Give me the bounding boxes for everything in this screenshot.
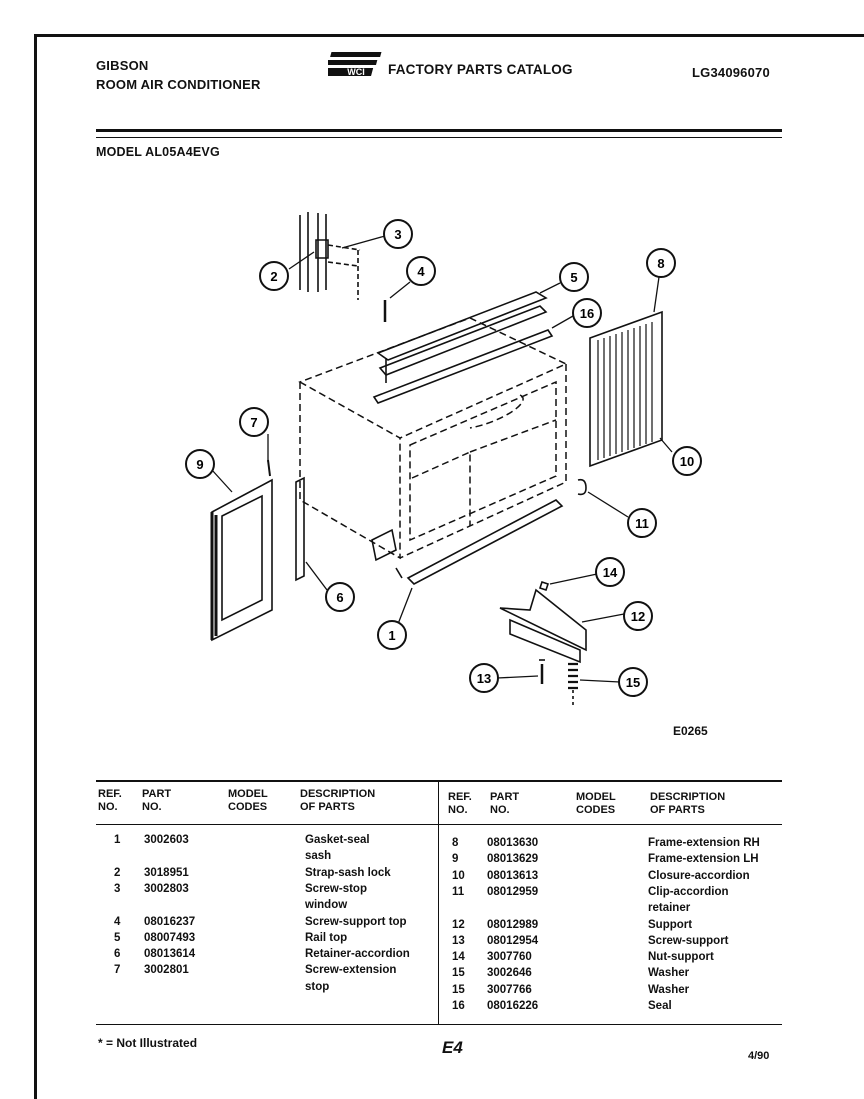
nut-support (540, 582, 548, 590)
part-ref: 16 (452, 1000, 465, 1012)
part-description: Frame-extension LH (648, 853, 759, 866)
page-number: E4 (442, 1038, 463, 1057)
header-rule-thick (96, 129, 782, 132)
seal-strip (374, 330, 552, 403)
part-ref: 1 (114, 834, 121, 846)
svg-text:13: 13 (476, 671, 492, 686)
callout-15 (619, 668, 647, 696)
part-number: 08016237 (144, 915, 196, 928)
part-number: 08007493 (144, 931, 196, 944)
part-number: 3002603 (144, 834, 189, 846)
part-description: Screw-stop (305, 882, 367, 895)
model-line: MODEL AL05A4EVG (96, 145, 220, 159)
part-description: Screw-support (648, 934, 729, 947)
part-description: stop (305, 980, 330, 993)
part-description: Rail top (305, 931, 348, 944)
part-number: 3002803 (144, 882, 189, 895)
table-divider (438, 782, 439, 1024)
catalog-title: FACTORY PARTS CATALOG (388, 62, 573, 77)
svg-text:4: 4 (417, 264, 425, 279)
revision-date: 4/90 (748, 1050, 770, 1062)
part-number: 3007766 (487, 983, 532, 996)
cabinet-outline (300, 318, 566, 558)
frame-extension-lh (212, 480, 272, 640)
part-number: 08013630 (487, 837, 539, 849)
col-model-right: MODEL CODES (576, 791, 616, 816)
part-ref: 15 (452, 983, 465, 996)
washers (568, 664, 578, 688)
part-ref: 8 (452, 837, 459, 849)
col-ref-right: REF. NO. (448, 791, 472, 816)
part-ref: 4 (114, 915, 121, 928)
part-description: Screw-support top (305, 915, 407, 928)
col-ref-left: REF. NO. (98, 788, 122, 813)
part-number: 08016226 (487, 1000, 539, 1012)
part-description: Closure-accordion (648, 869, 750, 882)
exploded-parts-diagram (0, 180, 864, 740)
callout-4 (407, 257, 435, 285)
part-ref: 12 (452, 918, 465, 931)
svg-text:6: 6 (336, 590, 344, 605)
catalog-code: LG34096070 (692, 65, 770, 80)
part-ref: 3 (114, 882, 121, 895)
figure-code: E0265 (673, 724, 708, 738)
frame-extension-rh (590, 312, 662, 466)
callout-5 (560, 263, 588, 291)
part-description: Support (648, 918, 693, 931)
part-description: Gasket-seal (305, 834, 370, 846)
svg-text:16: 16 (579, 306, 595, 321)
table-header-rule (96, 824, 782, 825)
not-illustrated-note: * = Not Illustrated (98, 1036, 198, 1050)
part-number: 08013614 (144, 948, 196, 961)
part-description: Retainer-accordion (305, 948, 410, 961)
part-description: Washer (648, 967, 690, 980)
part-description: window (305, 899, 348, 912)
frame-extension-lh-inner (222, 496, 262, 620)
part-description: Frame-extension RH (648, 837, 760, 849)
svg-text:8: 8 (657, 256, 665, 271)
part-ref: 13 (452, 934, 465, 947)
part-ref: 5 (114, 931, 121, 944)
part-description: Washer (648, 983, 690, 996)
part-ref: 15 (452, 967, 465, 980)
strap-leader (328, 245, 360, 300)
part-description: Strap-sash lock (305, 866, 391, 879)
rail-top (378, 292, 546, 360)
callout-13 (470, 664, 498, 692)
callout-2 (260, 262, 288, 290)
part-number: 08012954 (487, 934, 539, 947)
svg-text:14: 14 (602, 565, 618, 580)
callout-16 (573, 299, 601, 327)
svg-text:10: 10 (679, 454, 695, 469)
col-desc-left: DESCRIPTION OF PARTS (300, 788, 376, 813)
part-number: 3002801 (144, 964, 189, 977)
part-ref: 7 (114, 964, 121, 977)
callout-7 (240, 408, 268, 436)
callout-1 (378, 621, 406, 649)
product-name: ROOM AIR CONDITIONER (96, 77, 261, 92)
part-ref: 14 (452, 951, 465, 964)
callout-10 (673, 447, 701, 475)
leader-lines (212, 236, 672, 682)
callout-9 (186, 450, 214, 478)
part-description: Seal (648, 1000, 672, 1012)
logo-text: WCI (347, 67, 365, 77)
clip-accordion-retainer (578, 480, 586, 495)
callout-12 (624, 602, 652, 630)
accordion-closure-ribs (598, 322, 652, 460)
part-description: sash (305, 850, 332, 863)
table-top-rule (96, 780, 782, 782)
wci-logo (328, 50, 384, 78)
support-bracket (500, 590, 586, 650)
part-number: 08013629 (487, 853, 539, 866)
svg-text:2: 2 (270, 269, 278, 284)
gasket-seal (408, 500, 562, 584)
part-description: Screw-extension (305, 964, 397, 977)
callout-11 (628, 509, 656, 537)
part-number: 08012989 (487, 918, 539, 931)
col-model-left: MODEL CODES (228, 788, 268, 813)
table-bottom-rule (96, 1024, 782, 1025)
callout-14 (596, 558, 624, 586)
part-number: 08012959 (487, 885, 539, 898)
svg-text:1: 1 (388, 628, 396, 643)
part-ref: 2 (114, 866, 121, 879)
svg-text:15: 15 (625, 675, 641, 690)
part-number: 3018951 (144, 866, 189, 879)
svg-text:12: 12 (630, 609, 646, 624)
part-number: 08013613 (487, 869, 539, 882)
part-number: 3002646 (487, 967, 532, 980)
part-description: Clip-accordion (648, 885, 729, 898)
brand-name: GIBSON (96, 58, 149, 73)
part-description: retainer (648, 902, 691, 915)
svg-text:3: 3 (394, 227, 402, 242)
svg-text:7: 7 (250, 415, 258, 430)
svg-text:5: 5 (570, 270, 578, 285)
part-ref: 11 (452, 885, 465, 898)
callout-6 (326, 583, 354, 611)
col-part-right: PART NO. (490, 791, 520, 816)
col-part-left: PART NO. (142, 788, 172, 813)
part-ref: 6 (114, 948, 121, 961)
part-ref: 10 (452, 869, 465, 882)
part-description: Nut-support (648, 951, 714, 964)
svg-text:11: 11 (635, 516, 649, 531)
col-desc-right: DESCRIPTION OF PARTS (650, 791, 726, 816)
callout-3 (384, 220, 412, 248)
header-rule-thin (96, 137, 782, 138)
part-ref: 9 (452, 853, 459, 866)
callout-8 (647, 249, 675, 277)
part-number: 3007760 (487, 951, 532, 964)
svg-text:9: 9 (196, 457, 204, 472)
